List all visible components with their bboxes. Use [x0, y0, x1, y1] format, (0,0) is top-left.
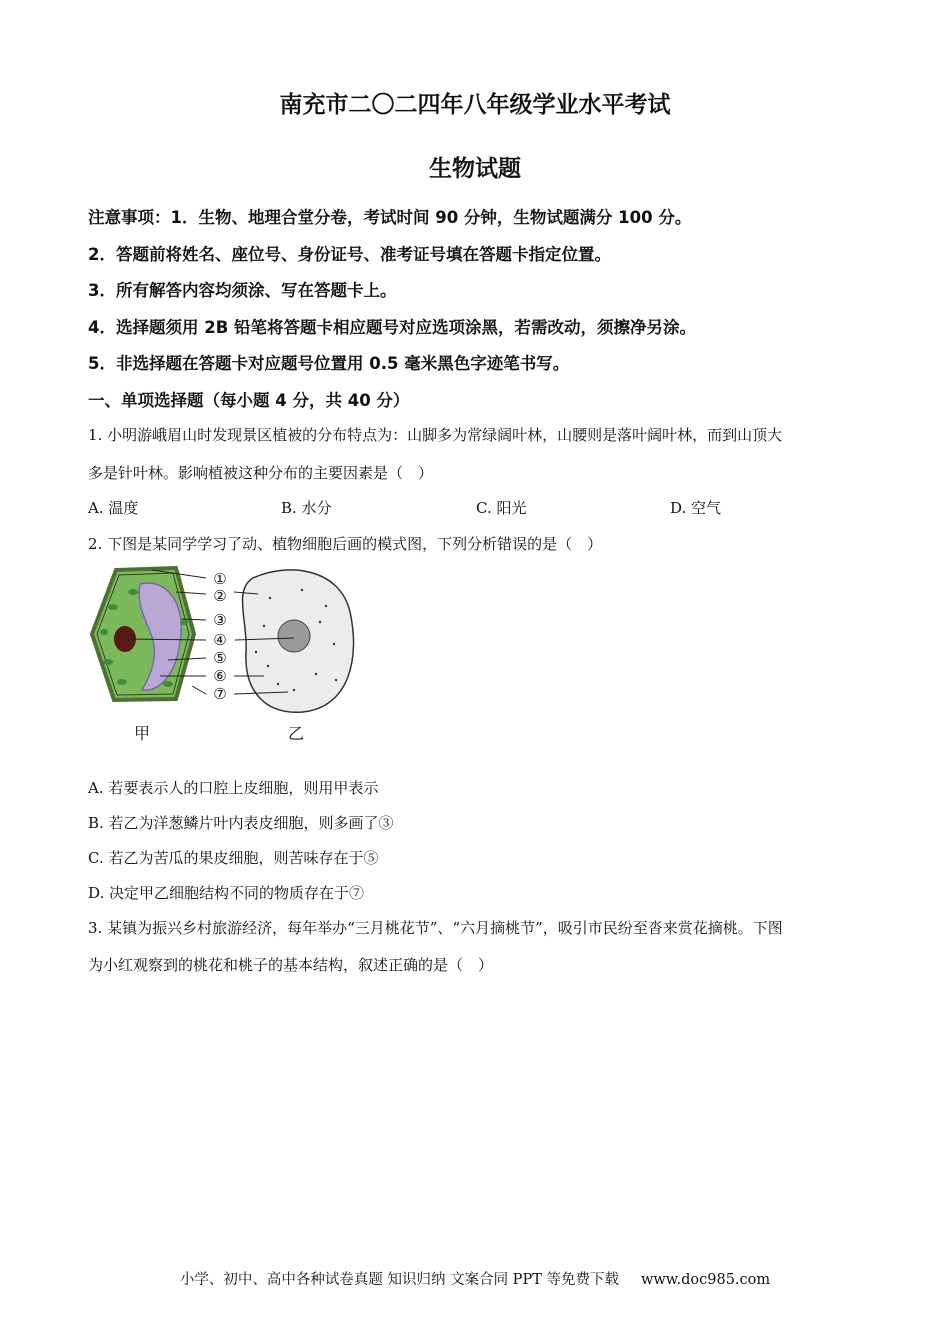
- chloroplast: [100, 629, 108, 635]
- chloroplast: [103, 659, 113, 665]
- note-line: 4．选择题须用 2B 铅笔将答题卡相应题号对应选项涂黑，若需改动，须擦净另涂。: [88, 318, 697, 337]
- label-6: ⑥: [213, 667, 227, 685]
- q2-option-d: D. 决定甲乙细胞结构不同的物质存在于⑦: [88, 884, 365, 902]
- label-5: ⑤: [213, 649, 227, 667]
- caption-yi: 乙: [287, 724, 305, 743]
- q1-option-b: B. 水分: [281, 499, 332, 517]
- page-footer: [0, 1268, 950, 1289]
- chloroplast: [117, 679, 127, 685]
- note-line: 注意事项：1．生物、地理合堂分卷，考试时间 90 分钟，生物试题满分 100 分。: [88, 208, 692, 227]
- animal-nucleus: [278, 620, 310, 652]
- subject-title: 生物试题: [429, 156, 521, 182]
- q2-option-b: B. 若乙为洋葱鳞片叶内表皮细胞，则多画了③: [88, 814, 394, 832]
- footer-text: 小学、初中、高中各种试卷真题 知识归纳 文案合同 PPT 等免费下载: [179, 1272, 619, 1288]
- note-line: 3．所有解答内容均须涂、写在答题卡上。: [88, 281, 397, 300]
- footer-url[interactable]: www.doc985.com: [640, 1272, 771, 1288]
- q2-stem: 2. 下图是某同学学习了动、植物细胞后画的模式图，下列分析错误的是（ ）: [88, 535, 603, 553]
- note-line: 5．非选择题在答题卡对应题号位置用 0.5 毫米黑色字迹笔书写。: [88, 354, 570, 373]
- exam-title: 南充市二〇二四年八年级学业水平考试: [279, 92, 671, 118]
- q3-stem: 3. 某镇为振兴乡村旅游经济，每年举办“三月桃花节”、“六月摘桃节”，吸引市民纷至沓来赏花摘桃。下图: [88, 919, 783, 937]
- plant-cell: [92, 568, 194, 700]
- q1-option-c: C. 阳光: [476, 499, 527, 517]
- chloroplast: [163, 681, 173, 687]
- q2-option-a: A. 若要表示人的口腔上皮细胞，则用甲表示: [88, 779, 379, 797]
- label-4: ④: [213, 631, 227, 649]
- q1-option-d: D. 空气: [670, 499, 722, 517]
- q1-stem: 多是针叶林。影响植被这种分布的主要因素是（ ）: [88, 464, 434, 482]
- caption-jia: 甲: [133, 724, 151, 743]
- q1-stem: 1. 小明游峨眉山时发现景区植被的分布特点为：山脚多为常绿阔叶林，山腰则是落叶阔叶林，而到山顶大: [88, 426, 783, 444]
- label-3: ③: [213, 611, 227, 629]
- chloroplast: [108, 604, 118, 610]
- label-7: ⑦: [213, 685, 227, 703]
- note-line: 2．答题前将姓名、座位号、身份证号、准考证号填在答题卡指定位置。: [88, 245, 611, 264]
- q1-option-a: A. 温度: [88, 499, 139, 517]
- cell-diagram: [88, 562, 368, 747]
- chloroplast: [180, 619, 188, 625]
- section-heading: 一、单项选择题（每小题 4 分，共 40 分）: [88, 391, 410, 410]
- chloroplast: [128, 589, 138, 595]
- label-1: ①: [213, 570, 227, 588]
- q3-stem: 为小红观察到的桃花和桃子的基本结构，叙述正确的是（ ）: [88, 956, 494, 974]
- q2-option-c: C. 若乙为苦瓜的果皮细胞，则苦味存在于⑤: [88, 849, 379, 867]
- label-2: ②: [213, 587, 227, 605]
- animal-cell: [242, 570, 353, 712]
